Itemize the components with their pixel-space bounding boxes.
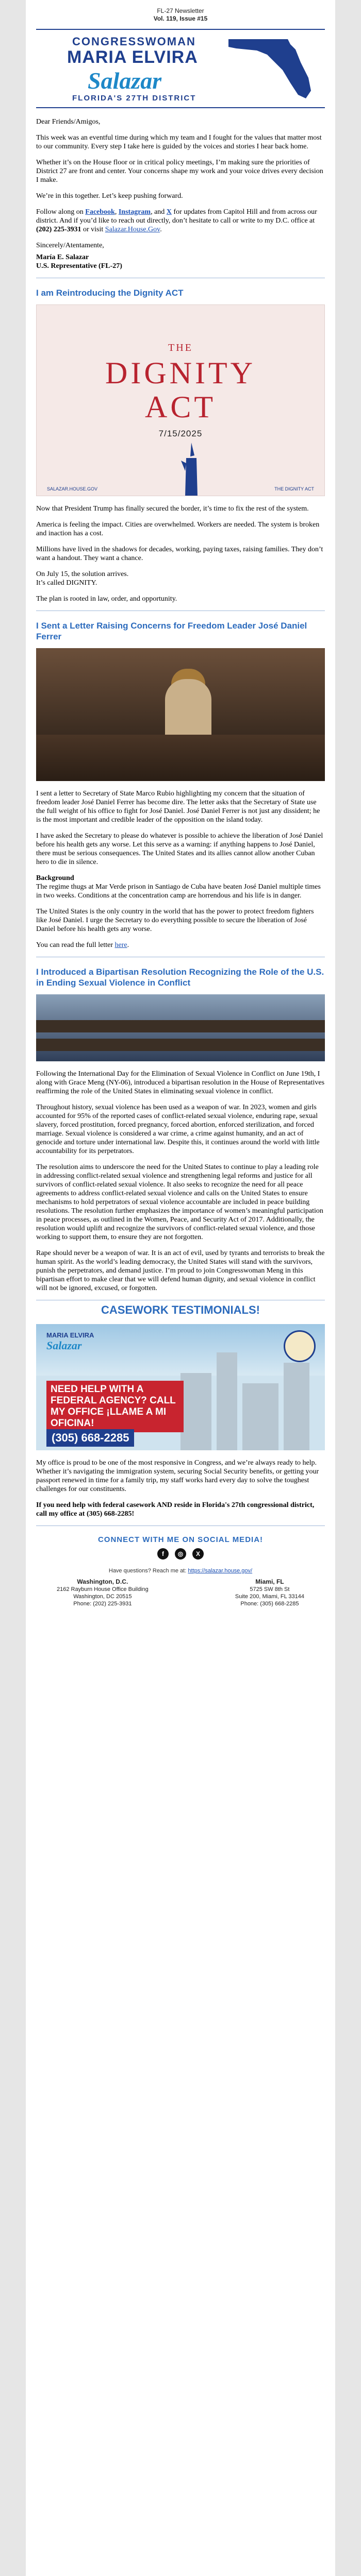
dignity-p1: Now that President Trump has finally secured the border, it’s time to fix the rest of the system. [36,505,309,513]
intro-paragraph-3: We’re in this together. Let’s keep pushing forward. [36,192,183,200]
ferrer-p2: I have asked the Secretary to please do whatever is possible to achieve the liberation of José Daniel before his health gets any worse. Let this serve as a warning: if anything happens to José Daniel, there must be serious consequences. The United States and its allies cannot allow another Cuban hero to die in silence. [36,832,323,866]
dc-office-line3: Phone: (202) 225-3931 [73,1601,132,1607]
greeting: Dear Friends/Amigos, [36,118,101,126]
dignity-p3: Millions have lived in the shadows for decades, working, paying taxes, raising families. They don’t want a handout. They want a chance. [36,546,323,562]
miami-office [235,1578,304,1607]
miami-office-line3: Phone: (305) 668-2285 [240,1601,299,1607]
banner-line2: MARIA ELVIRA [67,47,198,67]
period: . [127,941,129,949]
dc-office-line2: Washington, DC 20515 [73,1594,132,1600]
signoff [36,241,325,250]
resolution-section-text [26,1070,335,1293]
letter-link[interactable]: here [114,941,127,949]
dignity-p5: The plan is rooted in law, order, and opportunity. [36,595,177,603]
graphic-foot-left: SALAZAR.HOUSE.GOV [47,486,98,492]
signature-title: U.S. Representative (FL-27) [36,262,122,270]
dignity-p2: America is feeling the impact. Cities are overwhelmed. Workers are needed. The system is broken and inaction has a cost. [36,521,320,537]
ad-logo [46,1331,94,1352]
miami-office-title: Miami, FL [255,1578,284,1585]
photo-row [36,1020,325,1032]
ad-phone: (305) 668-2285 [46,1429,134,1447]
miami-office-line2: Suite 200, Miami, FL 33144 [235,1594,304,1600]
x-link[interactable]: X [166,208,172,216]
graphic-date: 7/15/2025 [158,429,203,438]
ad-logo-line2: Salazar [46,1339,82,1352]
miami-office-line1: 5725 SW 8th St [250,1586,290,1592]
period: . [160,226,162,233]
facebook-link[interactable]: Facebook [85,208,115,216]
ferrer-p5 [36,941,325,950]
newsletter-volume: Vol. 119, Issue #15 [153,15,208,22]
contact-text: Have questions? Reach me at: [108,1568,188,1574]
facebook-icon[interactable]: f [157,1548,169,1560]
hearing-photo [36,648,325,781]
background-label: Background [36,874,74,882]
congresswoman-banner [36,29,325,108]
graphic-footer [47,486,314,492]
website-link[interactable]: Salazar.House.Gov [105,226,160,233]
contact-link[interactable]: https://salazar.house.gov/ [188,1568,253,1574]
intro-paragraph-2: Whether it’s on the House floor or in critical policy meetings, I’m making sure the priorities of District 27 are front and center. Your concerns shape my work and your voice drives every decision I make. [36,159,323,184]
read-letter-text: You can read the full letter [36,941,115,949]
follow-text: Follow along on [36,208,86,216]
dc-phone: (202) 225-3931 [36,226,81,233]
reach-out-text: for updates from Capitol Hill and from across our district. And if you’d like to reach out directly, don’t hesitate to call or write to my D.C. office at [36,208,317,225]
florida-map-icon [226,34,314,101]
newsletter-body [26,0,335,2576]
dignity-p4 [36,570,325,587]
resolution-p1: Following the International Day for the Elimination of Sexual Violence in Conflict on June 19th, I along with Grace Meng (NY-06), introduced a bipartisan resolution in the House of Representatives reaffirming the role of the United States in eliminating sexual violence in conflict. [36,1070,325,1095]
ad-building [217,1352,237,1450]
casework-ad-image [36,1324,325,1450]
floor-photo [36,994,325,1061]
section-resolution-title: I Introduced a Bipartisan Resolution Recognizing the Role of the U.S. in Ending Sexual Violence in Conflict [36,967,324,988]
banner-line4: FLORIDA'S 27TH DISTRICT [72,94,196,103]
dignity-act-graphic [36,304,325,496]
casework-title: CASEWORK TESTIMONIALS! [101,1303,260,1316]
signature [36,253,325,270]
dignity-section-text [26,504,335,603]
ferrer-section-text [26,789,335,950]
offices [57,1578,304,1607]
ad-building [284,1363,309,1450]
visit-text: or visit [81,226,105,233]
comma: , [114,208,119,216]
ad-building [180,1373,211,1450]
dignity-p4a: On July 15, the solution arrives. [36,570,129,578]
ad-message: NEED HELP WITH A FEDERAL AGENCY? CALL MY OFFICE ¡LLAME A MI OFICINA! [46,1381,184,1432]
contact-line [36,1568,325,1574]
resolution-p2: Throughout history, sexual violence has been used as a weapon of war. In 2023, women and girls accounted for 95% of the reported cases of conflict-related sexual violence, enduring rape, sexual slavery, forced prostitution, forced pregnancy, forced abortion, enforced sterilization, and forced marriage. Sexual violence is considered a war crime, a crime against humanity, and an act of genocide and torture under international law. Despite this, it continues around the world with little accountability for its perpetrators. [36,1104,320,1155]
dc-office-line1: 2162 Rayburn House Office Building [57,1586,149,1592]
photo-desk [36,735,325,781]
ad-logo-line1: MARIA ELVIRA [46,1331,94,1339]
photo-row [36,1039,325,1051]
newsletter-name: FL-27 Newsletter [157,7,204,14]
intro-paragraph-1: This week was an eventful time during which my team and I fought for the values that matter most to our community. Every step I take here is guided by the voices and stories I hear back home. [36,134,322,150]
graphic-act: ACT [145,390,216,424]
ferrer-p3-text: The regime thugs at Mar Verde prison in Santiago de Cuba have beaten José Daniel multiple times in two weeks. Conditions at the concentration camp are horrendous and his life is in danger. [36,883,321,900]
instagram-link[interactable]: Instagram [118,208,151,216]
graphic-dignity: DIGNITY [105,356,256,390]
dignity-p4b: It’s called DIGNITY. [36,579,97,587]
casework-text [26,1459,335,1518]
resolution-p3: The resolution aims to underscore the need for the United States to continue to play a leading role in addressing conflict-related sexual violence and strengthening legal reforms and justice for all survivors of conflict-related sexual violence. It also seeks to recognize the need for all peace agreements to address conflict-related sexual violence and calls on the United States to ensure mechanisms to hold perpetrators of sexual violence accountable are included in peace building resolutions. The resolution further emphasizes the importance of women’s meaningful participation in peace processes, as outlined in the Women, Peace, and Security Act of 2017. Additionally, the resolution would uplift and recognize the survivors of conflict-related sexual violence, and those working to support them, to ensure they are not forgotten. [36,1163,323,1241]
resolution-p4: Rape should never be a weapon of war. It is an act of evil, used by tyrants and terrorists to break the human spirit. As the world’s leading democracy, the United States will stand with the survivors, punish the perpetrators, and demand justice. I’m proud to join Congresswoman Meng in this bipartisan effort to make clear that we will defend human dignity, and sexual violence in conflict will not be ignored, excused, or forgotten. [36,1249,325,1292]
ad-building [242,1383,278,1450]
graphic-the: THE [168,342,193,353]
ferrer-p3 [36,874,325,900]
ferrer-p4: The United States is the only country in the world that has the power to protect freedom fighters like José Daniel. I urge the Secretary to do everything possible to secure the liberation of José Daniel before his health gets any worse. [36,908,314,933]
intro-section [26,117,335,270]
dc-office-title: Washington, D.C. [77,1578,128,1585]
social-title: CONNECT WITH ME ON SOCIAL MEDIA! [97,1535,264,1544]
newsletter-header [26,0,335,26]
instagram-icon[interactable]: ◎ [175,1548,186,1560]
x-icon[interactable]: X [192,1548,204,1560]
signoff-text: Sincerely/Atentamente, [36,242,104,249]
graphic-foot-right: THE DIGNITY ACT [274,486,314,492]
ferrer-p1: I sent a letter to Secretary of State Marco Rubio highlighting my concern that the situation of freedom leader José Daniel Ferrer has become dire. The letter asks that the Secretary of State use the full weight of his office to fight for José Daniel. José Daniel Ferrer is not just any dissident; he is the most important and credible leader of the opposition on the island today. [36,790,320,824]
social-icons [26,1548,335,1560]
section-ferrer-title: I Sent a Letter Raising Concerns for Freedom Leader José Daniel Ferrer [36,621,307,641]
banner-line1: CONGRESSWOMAN [72,35,196,48]
and-text: , and [151,208,167,216]
banner-line3: Salazar [88,67,162,94]
dc-office [57,1578,149,1607]
casework-p2 [36,1501,325,1518]
casework-p2-text: If you need help with federal casework AND reside in Florida's 27th congressional district, call my office at (305) 668-2285! [36,1501,315,1518]
intro-paragraph-4 [36,208,325,234]
signature-name: María E. Salazar [36,253,89,261]
section-dignity-title: I am Reintroducing the Dignity ACT [36,288,184,298]
congress-seal-icon [284,1330,316,1362]
casework-p1: My office is proud to be one of the most responsive in Congress, and we’re always ready to help. Whether it’s navigating the immigration system, securing Social Security benefits, or getting your passport renewed in time for a family trip, my staff works hard every day to solve the toughest challenges for our constituents. [36,1459,319,1493]
